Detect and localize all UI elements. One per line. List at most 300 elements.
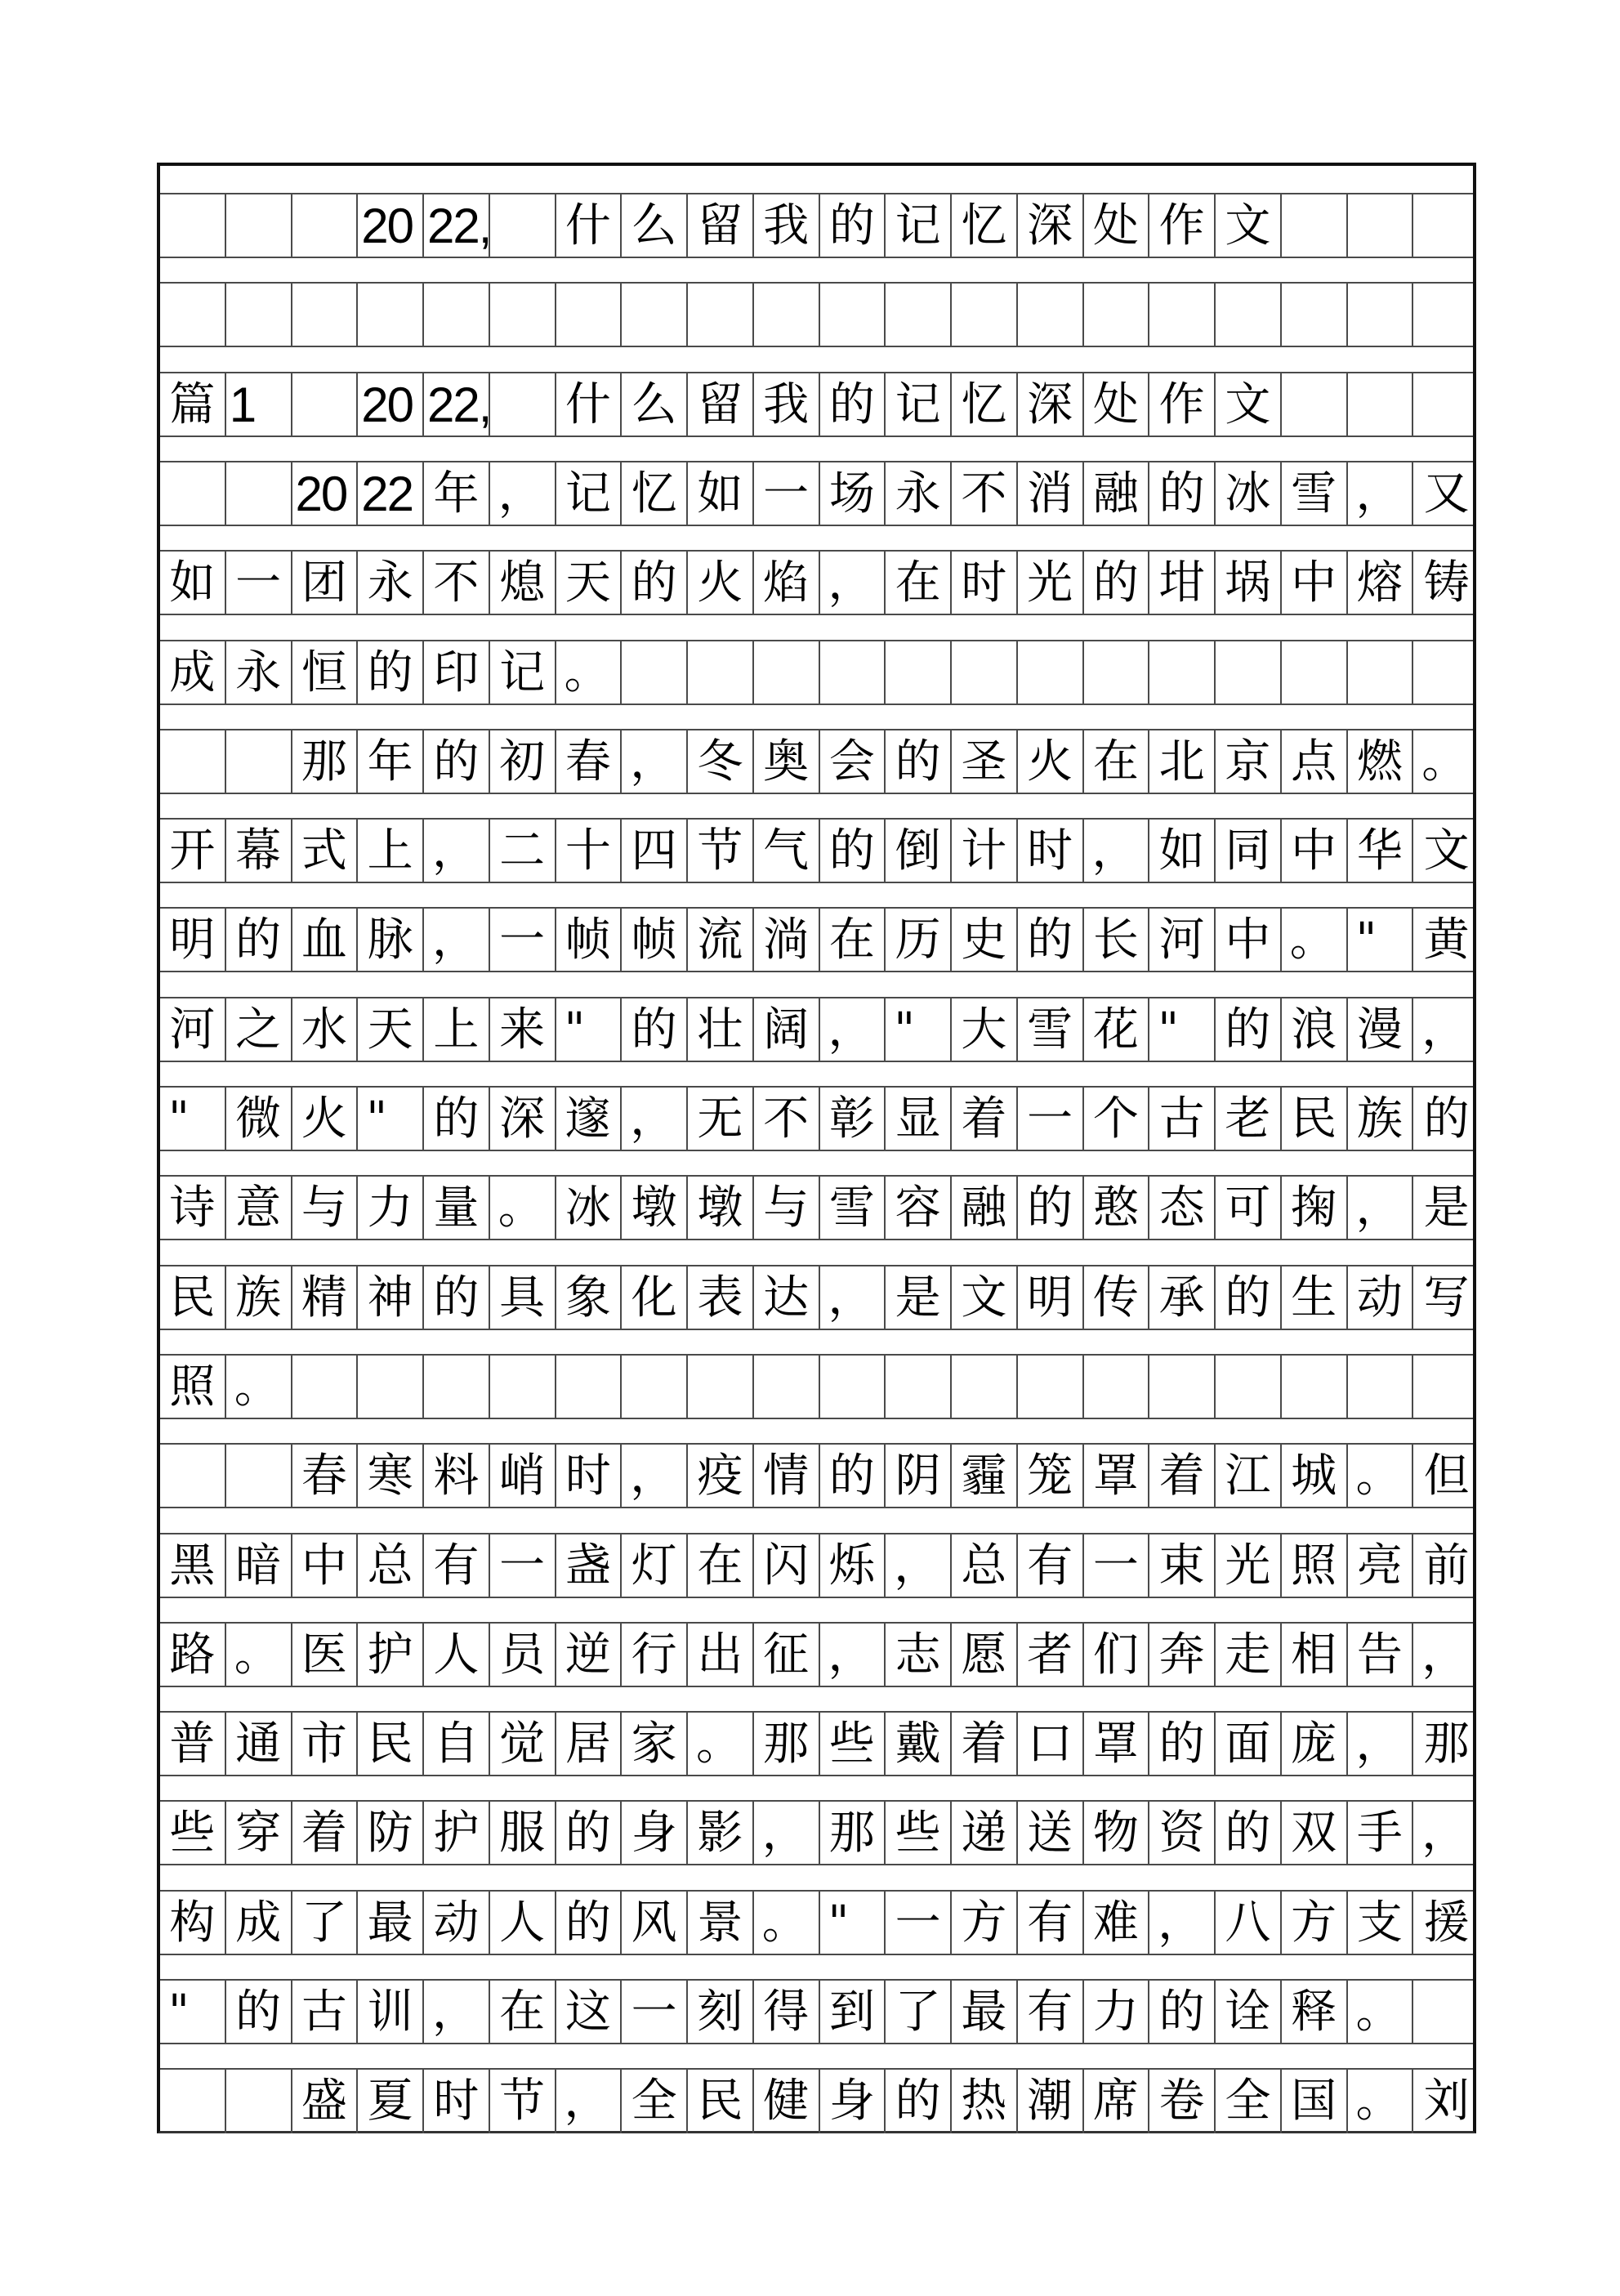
grid-cell: 盛 bbox=[292, 2070, 359, 2133]
grid-cell: 时 bbox=[952, 552, 1018, 614]
grid-cell: 么 bbox=[622, 373, 688, 436]
grid-cell: 穿 bbox=[226, 1802, 292, 1864]
grid-cell: 篇 bbox=[160, 373, 226, 436]
grid-cell: 的 bbox=[622, 998, 688, 1061]
grid-cell: 传 bbox=[1084, 1266, 1150, 1329]
grid-cell: 一 bbox=[226, 552, 292, 614]
grid-cell: 有 bbox=[1018, 1534, 1084, 1597]
grid-cell bbox=[1282, 373, 1348, 436]
grid-cell: 的 bbox=[1149, 462, 1216, 525]
grid-cell: 22 bbox=[358, 462, 424, 525]
grid-cell: 壮 bbox=[688, 998, 754, 1061]
grid-cell: 援 bbox=[1423, 1896, 1470, 1950]
grid-cell: 最 bbox=[358, 1892, 424, 1954]
grid-cell: 不 bbox=[952, 462, 1018, 525]
grid-cell: 身 bbox=[622, 1802, 688, 1864]
grid-cell: 记 bbox=[490, 641, 556, 704]
grid-cell: 初 bbox=[490, 730, 556, 793]
grid-cell: 路 bbox=[160, 1624, 226, 1686]
grid-cell: 忆 bbox=[952, 373, 1018, 436]
grid-cell: 烁 bbox=[820, 1534, 886, 1597]
grid-cell bbox=[292, 284, 359, 346]
grid-cell: 成 bbox=[226, 1892, 292, 1954]
grid-cell bbox=[1216, 1356, 1282, 1418]
grid-cell: 的 bbox=[424, 1266, 490, 1329]
grid-cell: 方 bbox=[1282, 1892, 1348, 1954]
grid-cell: 达 bbox=[754, 1266, 820, 1329]
grid-cell: 消 bbox=[1018, 462, 1084, 525]
grid-cell: 的 bbox=[556, 1892, 623, 1954]
grid-cell: 来 bbox=[490, 998, 556, 1061]
grid-cell: 着 bbox=[1149, 1445, 1216, 1507]
grid-cell: 河 bbox=[1149, 909, 1216, 971]
grid-cell: 。 bbox=[1348, 2070, 1414, 2133]
grid-cell: 物 bbox=[1084, 1802, 1150, 1864]
grid-cell: 走 bbox=[1216, 1624, 1282, 1686]
grid-cell: 冰 bbox=[1216, 462, 1282, 525]
grid-cell bbox=[1348, 284, 1414, 346]
grid-cell: 得 bbox=[754, 1981, 820, 2043]
grid-cell: 历 bbox=[886, 909, 952, 971]
grid-cell bbox=[1413, 641, 1479, 704]
grid-cell bbox=[1413, 284, 1479, 346]
grid-cell: 但 bbox=[1423, 1450, 1470, 1503]
grid-cell: 构 bbox=[160, 1892, 226, 1954]
grid-cell: 雪 bbox=[1282, 462, 1348, 525]
grid-cell: 全 bbox=[1216, 2070, 1282, 2133]
grid-cell: 手 bbox=[1348, 1802, 1414, 1864]
grid-cell: 的 bbox=[1216, 1266, 1282, 1329]
grid-cell: 永 bbox=[358, 552, 424, 614]
grid-cell: " bbox=[358, 1088, 424, 1150]
grid-cell: 什 bbox=[556, 194, 623, 257]
grid-cell: 笼 bbox=[1018, 1445, 1084, 1507]
grid-cell: 的 bbox=[226, 1981, 292, 2043]
grid-cell bbox=[1084, 284, 1150, 346]
grid-cell: ， bbox=[424, 909, 490, 971]
grid-cell bbox=[226, 462, 292, 525]
grid-cell: 的 bbox=[886, 2070, 952, 2133]
grid-cell bbox=[688, 641, 754, 704]
grid-cell: 会 bbox=[820, 730, 886, 793]
grid-cell: 景 bbox=[688, 1892, 754, 1954]
grid-cell: 着 bbox=[292, 1802, 359, 1864]
grid-cell bbox=[952, 641, 1018, 704]
grid-cell: 在 bbox=[490, 1981, 556, 2043]
grid-cell: 。 bbox=[1348, 1445, 1414, 1507]
grid-cell bbox=[226, 730, 292, 793]
grid-cell bbox=[292, 194, 359, 257]
grid-cell: 火 bbox=[292, 1088, 359, 1150]
grid-cell: 力 bbox=[1084, 1981, 1150, 2043]
grid-cell: 与 bbox=[292, 1177, 359, 1239]
grid-cell: 诠 bbox=[1216, 1981, 1282, 2043]
grid-cell: 不 bbox=[754, 1088, 820, 1150]
grid-cell: 着 bbox=[952, 1088, 1018, 1150]
grid-row bbox=[160, 1800, 1473, 1865]
grid-cell: 神 bbox=[358, 1266, 424, 1329]
grid-cell: 一 bbox=[490, 1534, 556, 1597]
grid-cell bbox=[886, 284, 952, 346]
grid-cell: 居 bbox=[556, 1713, 623, 1775]
grid-cell: 护 bbox=[424, 1802, 490, 1864]
grid-cell: 天 bbox=[556, 552, 623, 614]
grid-cell: 送 bbox=[1018, 1802, 1084, 1864]
grid-cell: 的 bbox=[886, 730, 952, 793]
grid-cell: 花 bbox=[1084, 998, 1150, 1061]
grid-cell: 有 bbox=[424, 1534, 490, 1597]
grid-cell: 处 bbox=[1084, 194, 1150, 257]
grid-cell: 具 bbox=[490, 1266, 556, 1329]
grid-cell: 华 bbox=[1348, 820, 1414, 882]
grid-cell: 开 bbox=[160, 820, 226, 882]
grid-cell: ， bbox=[556, 2070, 623, 2133]
grid-cell bbox=[1348, 1356, 1414, 1418]
grid-row bbox=[160, 818, 1473, 883]
grid-cell bbox=[490, 194, 556, 257]
grid-cell: 节 bbox=[490, 2070, 556, 2133]
grid-cell: 场 bbox=[820, 462, 886, 525]
grid-cell: 城 bbox=[1282, 1445, 1348, 1507]
grid-cell: 坩 bbox=[1149, 552, 1216, 614]
grid-cell: 料 bbox=[424, 1445, 490, 1507]
grid-cell: 夏 bbox=[358, 2070, 424, 2133]
grid-cell bbox=[1018, 1356, 1084, 1418]
grid-cell: 有 bbox=[1018, 1981, 1084, 2043]
grid-row bbox=[160, 2068, 1473, 2133]
grid-cell: 照 bbox=[1282, 1534, 1348, 1597]
grid-cell: 同 bbox=[1216, 820, 1282, 882]
grid-cell: 20 bbox=[358, 194, 424, 257]
grid-cell: 在 bbox=[688, 1534, 754, 1597]
grid-cell bbox=[886, 1356, 952, 1418]
grid-cell: ， bbox=[622, 1088, 688, 1150]
grid-cell: 不 bbox=[424, 552, 490, 614]
grid-cell: 身 bbox=[820, 2070, 886, 2133]
grid-cell bbox=[688, 1356, 754, 1418]
grid-cell bbox=[622, 641, 688, 704]
grid-cell: 医 bbox=[292, 1624, 359, 1686]
grid-cell: 国 bbox=[1282, 2070, 1348, 2133]
grid-cell: 了 bbox=[886, 1981, 952, 2043]
grid-cell: 生 bbox=[1282, 1266, 1348, 1329]
grid-cell: " bbox=[556, 998, 623, 1061]
grid-cell: 史 bbox=[952, 909, 1018, 971]
grid-cell: 的 bbox=[820, 820, 886, 882]
grid-cell bbox=[160, 194, 226, 257]
grid-cell: 的 bbox=[358, 641, 424, 704]
grid-cell: 熔 bbox=[1348, 552, 1414, 614]
grid-cell: 燃 bbox=[1348, 730, 1414, 793]
grid-cell: ， bbox=[1348, 1177, 1414, 1239]
grid-cell: " bbox=[160, 1981, 226, 2043]
grid-cell: 意 bbox=[226, 1177, 292, 1239]
grid-cell: 可 bbox=[1216, 1177, 1282, 1239]
grid-cell: 行 bbox=[622, 1624, 688, 1686]
grid-cell: 暗 bbox=[226, 1534, 292, 1597]
grid-cell bbox=[226, 194, 292, 257]
grid-cell bbox=[1282, 194, 1348, 257]
grid-cell: 阴 bbox=[886, 1445, 952, 1507]
grid-cell: 老 bbox=[1216, 1088, 1282, 1150]
grid-cell: " bbox=[160, 1088, 226, 1150]
grid-cell: 中 bbox=[292, 1534, 359, 1597]
grid-cell: 家 bbox=[622, 1713, 688, 1775]
grid-cell: 总 bbox=[952, 1534, 1018, 1597]
grid-cell: 服 bbox=[490, 1802, 556, 1864]
grid-cell bbox=[424, 284, 490, 346]
grid-cell: 十 bbox=[556, 820, 623, 882]
grid-cell bbox=[1413, 373, 1479, 436]
grid-cell: 中 bbox=[1282, 820, 1348, 882]
grid-cell: ， bbox=[886, 1534, 952, 1597]
grid-cell: 二 bbox=[490, 820, 556, 882]
grid-row bbox=[160, 1711, 1473, 1776]
grid-cell: 那 bbox=[1423, 1718, 1470, 1771]
grid-cell: 的 bbox=[556, 1802, 623, 1864]
grid-cell: 永 bbox=[886, 462, 952, 525]
grid-cell: 奔 bbox=[1149, 1624, 1216, 1686]
grid-row bbox=[160, 1890, 1473, 1955]
grid-cell: " bbox=[1149, 998, 1216, 1061]
grid-cell: 资 bbox=[1149, 1802, 1216, 1864]
grid-cell: 文 bbox=[952, 1266, 1018, 1329]
grid-cell bbox=[1084, 1356, 1150, 1418]
grid-cell: 诗 bbox=[160, 1177, 226, 1239]
grid-cell: 动 bbox=[424, 1892, 490, 1954]
grid-cell: ， bbox=[1348, 462, 1414, 525]
grid-cell: 个 bbox=[1084, 1088, 1150, 1150]
grid-cell bbox=[622, 1356, 688, 1418]
grid-cell bbox=[1348, 373, 1414, 436]
grid-cell: 。 bbox=[1348, 1981, 1414, 2043]
grid-cell: 的 bbox=[820, 373, 886, 436]
grid-cell: ， bbox=[820, 1266, 886, 1329]
grid-row bbox=[160, 461, 1473, 526]
grid-cell: 中 bbox=[1282, 552, 1348, 614]
grid-cell: 帧 bbox=[556, 909, 623, 971]
grid-cell: 民 bbox=[688, 2070, 754, 2133]
grid-cell: 的 bbox=[1423, 1092, 1470, 1146]
grid-cell: 成 bbox=[160, 641, 226, 704]
grid-cell: 又 bbox=[1423, 467, 1470, 520]
grid-cell: 刘 bbox=[1423, 2075, 1470, 2128]
grid-cell: 席 bbox=[1084, 2070, 1150, 2133]
grid-cell: 员 bbox=[490, 1624, 556, 1686]
grid-cell bbox=[886, 641, 952, 704]
grid-cell: 冰 bbox=[556, 1177, 623, 1239]
grid-cell: 那 bbox=[820, 1802, 886, 1864]
grid-cell bbox=[820, 284, 886, 346]
grid-cell: 力 bbox=[358, 1177, 424, 1239]
grid-cell: 圣 bbox=[952, 730, 1018, 793]
grid-cell: 北 bbox=[1149, 730, 1216, 793]
grid-cell: ， bbox=[820, 1624, 886, 1686]
grid-cell: 恒 bbox=[292, 641, 359, 704]
grid-cell: 的 bbox=[622, 552, 688, 614]
grid-cell bbox=[1084, 641, 1150, 704]
grid-cell: 到 bbox=[820, 1981, 886, 2043]
grid-cell: 冬 bbox=[688, 730, 754, 793]
grid-cell: 的 bbox=[1018, 909, 1084, 971]
grid-cell: 四 bbox=[622, 820, 688, 882]
grid-cell bbox=[358, 1356, 424, 1418]
grid-cell: 文 bbox=[1423, 824, 1470, 878]
grid-cell: 罩 bbox=[1084, 1713, 1150, 1775]
grid-cell: 气 bbox=[754, 820, 820, 882]
grid-cell: 热 bbox=[952, 2070, 1018, 2133]
grid-cell: 印 bbox=[424, 641, 490, 704]
grid-cell: 最 bbox=[952, 1981, 1018, 2043]
grid-cell: 一 bbox=[490, 909, 556, 971]
grid-cell: 彰 bbox=[820, 1088, 886, 1150]
grid-cell: 卷 bbox=[1149, 2070, 1216, 2133]
grid-cell: 火 bbox=[1018, 730, 1084, 793]
grid-cell: 脉 bbox=[358, 909, 424, 971]
grid-cell: 护 bbox=[358, 1624, 424, 1686]
grid-cell: 的 bbox=[1216, 1802, 1282, 1864]
grid-cell: 光 bbox=[1216, 1534, 1282, 1597]
grid-cell: 我 bbox=[754, 194, 820, 257]
grid-cell: 相 bbox=[1282, 1624, 1348, 1686]
grid-cell bbox=[292, 373, 359, 436]
grid-row bbox=[160, 1175, 1473, 1240]
grid-cell bbox=[490, 284, 556, 346]
grid-cell: 漫 bbox=[1348, 998, 1414, 1061]
grid-cell: 告 bbox=[1348, 1624, 1414, 1686]
grid-cell: ， bbox=[424, 1981, 490, 2043]
grid-cell: 如 bbox=[160, 552, 226, 614]
grid-cell: ， bbox=[1348, 1713, 1414, 1775]
grid-cell: 墩 bbox=[688, 1177, 754, 1239]
grid-cell: 通 bbox=[226, 1713, 292, 1775]
grid-cell: 帧 bbox=[622, 909, 688, 971]
grid-cell: 江 bbox=[1216, 1445, 1282, 1507]
grid-cell: 光 bbox=[1018, 552, 1084, 614]
grid-cell: " bbox=[820, 1892, 886, 1954]
grid-cell bbox=[1216, 641, 1282, 704]
grid-cell: 口 bbox=[1018, 1713, 1084, 1775]
grid-cell: 。 bbox=[1421, 735, 1468, 788]
grid-cell: 化 bbox=[622, 1266, 688, 1329]
grid-cell: 精 bbox=[292, 1266, 359, 1329]
grid-cell: 22, bbox=[424, 194, 490, 257]
grid-cell bbox=[1149, 641, 1216, 704]
grid-cell: 支 bbox=[1348, 1892, 1414, 1954]
grid-row bbox=[160, 729, 1473, 794]
grid-cell: 民 bbox=[1282, 1088, 1348, 1150]
grid-cell: 庞 bbox=[1282, 1713, 1348, 1775]
grid-cell: 量 bbox=[424, 1177, 490, 1239]
grid-cell: 阔 bbox=[754, 998, 820, 1061]
grid-cell: 20 bbox=[292, 462, 359, 525]
grid-row bbox=[160, 997, 1473, 1062]
grid-cell: 式 bbox=[292, 820, 359, 882]
grid-cell: 这 bbox=[556, 1981, 623, 2043]
grid-cell: 束 bbox=[1149, 1534, 1216, 1597]
grid-cell: 雪 bbox=[1018, 998, 1084, 1061]
grid-cell: 那 bbox=[754, 1713, 820, 1775]
grid-cell: 一 bbox=[1018, 1088, 1084, 1150]
grid-cell: 融 bbox=[952, 1177, 1018, 1239]
grid-cell bbox=[1216, 284, 1282, 346]
grid-cell: 奥 bbox=[754, 730, 820, 793]
grid-cell: 黄 bbox=[1423, 913, 1470, 967]
grid-cell bbox=[1282, 1356, 1348, 1418]
essay-grid-paper bbox=[157, 163, 1476, 2133]
grid-row bbox=[160, 640, 1473, 705]
grid-cell: 面 bbox=[1216, 1713, 1282, 1775]
grid-cell bbox=[1348, 194, 1414, 257]
grid-cell: 容 bbox=[886, 1177, 952, 1239]
grid-cell: 一 bbox=[754, 462, 820, 525]
grid-cell: 时 bbox=[556, 1445, 623, 1507]
grid-cell: 一 bbox=[1084, 1534, 1150, 1597]
grid-row bbox=[160, 1979, 1473, 2044]
grid-cell: 双 bbox=[1282, 1802, 1348, 1864]
grid-cell: 那 bbox=[292, 730, 359, 793]
grid-cell: 流 bbox=[688, 909, 754, 971]
grid-cell: 影 bbox=[688, 1802, 754, 1864]
grid-cell: 方 bbox=[952, 1892, 1018, 1954]
grid-row bbox=[160, 193, 1473, 258]
grid-cell: 留 bbox=[688, 373, 754, 436]
grid-cell: 雪 bbox=[820, 1177, 886, 1239]
grid-cell: 出 bbox=[688, 1624, 754, 1686]
grid-row bbox=[160, 1533, 1473, 1598]
grid-cell bbox=[820, 1356, 886, 1418]
grid-cell: ， bbox=[424, 820, 490, 882]
grid-cell: 记 bbox=[886, 373, 952, 436]
grid-cell: 训 bbox=[358, 1981, 424, 2043]
grid-cell: 上 bbox=[424, 998, 490, 1061]
grid-cell: 潮 bbox=[1018, 2070, 1084, 2133]
grid-cell: 了 bbox=[292, 1892, 359, 1954]
grid-cell: 一 bbox=[622, 1981, 688, 2043]
grid-cell: 1 bbox=[226, 373, 292, 436]
grid-cell bbox=[1413, 1356, 1479, 1418]
grid-cell bbox=[358, 284, 424, 346]
grid-cell: 峭 bbox=[490, 1445, 556, 1507]
grid-cell: 黑 bbox=[160, 1534, 226, 1597]
grid-cell: 年 bbox=[358, 730, 424, 793]
grid-cell: 的 bbox=[1084, 552, 1150, 614]
grid-cell: 与 bbox=[754, 1177, 820, 1239]
grid-cell: 些 bbox=[886, 1802, 952, 1864]
grid-cell: 明 bbox=[1018, 1266, 1084, 1329]
grid-cell: 天 bbox=[358, 998, 424, 1061]
grid-cell: 些 bbox=[820, 1713, 886, 1775]
grid-cell: 是 bbox=[886, 1266, 952, 1329]
grid-cell: 戴 bbox=[886, 1713, 952, 1775]
grid-cell: 们 bbox=[1084, 1624, 1150, 1686]
grid-cell: 自 bbox=[424, 1713, 490, 1775]
grid-cell: 深 bbox=[490, 1088, 556, 1150]
grid-cell: 之 bbox=[226, 998, 292, 1061]
grid-cell: 。 bbox=[556, 641, 623, 704]
grid-cell: 罩 bbox=[1084, 1445, 1150, 1507]
grid-cell: ， bbox=[622, 730, 688, 793]
grid-cell: 浪 bbox=[1282, 998, 1348, 1061]
grid-cell bbox=[1018, 641, 1084, 704]
grid-cell: 淌 bbox=[754, 909, 820, 971]
grid-cell: 的 bbox=[820, 194, 886, 257]
grid-cell bbox=[622, 284, 688, 346]
grid-cell: 逆 bbox=[556, 1624, 623, 1686]
grid-cell: 血 bbox=[292, 909, 359, 971]
grid-cell: 。 bbox=[490, 1177, 556, 1239]
grid-cell: 文 bbox=[1216, 194, 1282, 257]
